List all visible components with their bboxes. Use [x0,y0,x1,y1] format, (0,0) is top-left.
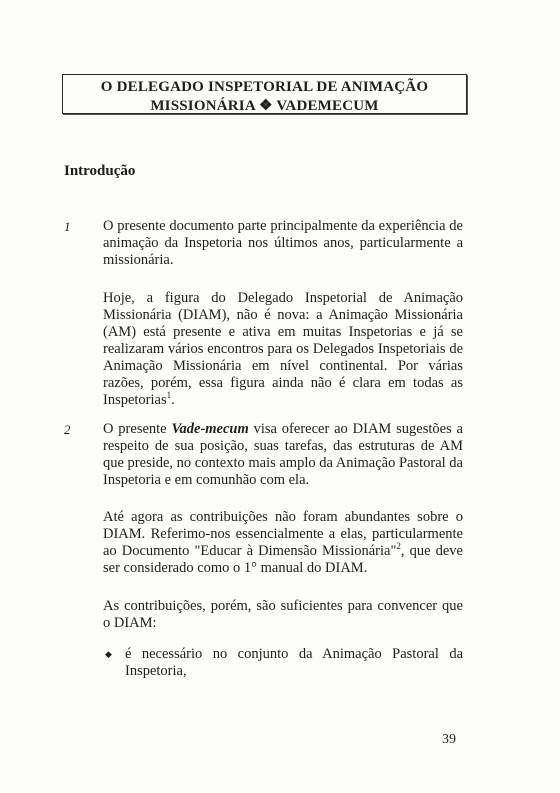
paragraph-number-1: 1 [64,219,71,234]
paragraph-number-2: 2 [64,422,71,437]
paragraph-2a-lead: O presente [103,421,172,437]
paragraph-2c: As contribuições, porém, são suficientes para convencer que o DIAM: [103,598,463,631]
paragraph-1b-text: Hoje, a figura do Delegado Inspetorial de Animação Missionária (DIAM), não é nova: a Animação Missionária (AM) está presente e ativa em muitas Inspetorias e já se realizaram vários encontros para os Delegados Inspetoriais de Animação Missionária em nível continental. Por várias razões, porém, essa figura ainda não é clara em todas as Inspetorias [103,290,463,408]
paragraph-2a [103,421,463,489]
diamond-bullet-icon: ◆ [105,649,112,659]
title-line-1: O DELEGADO INSPETORIAL DE ANIMAÇÃO [100,79,429,95]
paragraph-2b-lead: Até agora as contribuições não foram abundantes sobre o DIAM. Referimo-nos essencialmente a elas, particularmente ao Documento "Educar à Dimensão Missionária" [103,509,463,559]
footnote-ref-1: 1 [166,390,172,401]
paragraph-1b: Hoje, a figura do Delegado Inspetorial de Animação Missionária (DIAM), não é nova: a Animação Missionária (AM) está presente e ativa em muitas Inspetorias e já se realizaram vários encontros para os Delegados Inspetoriais de Animação Missionária em nível continental. Por várias razões, porém, essa figura ainda não é clara em todas as Inspetorias$^1$. [103,290,463,408]
vade-mecum-emphasis: Vade-mecum [171,421,249,437]
page-number: 39 [442,732,456,747]
title-line-2: MISSIONÁRIA ❖ VADEMECUM [150,98,379,114]
paragraph-1a: O presente documento parte principalmente da experiência de animação da Inspetoria nos últimos anos, particularmente a missionária. [103,218,463,268]
section-heading: Introdução [64,163,136,179]
bullet-item [103,646,463,680]
title-box [62,74,467,114]
paragraph-2b [103,509,463,577]
bullet-text: é necessário no conjunto da Animação Pastoral da Inspetoria, [125,646,463,679]
footnote-ref-2: 2 [396,541,401,552]
paragraph-2b-rest: , que deve ser considerado como o 1° manual do DIAM. [103,543,463,576]
paragraph-2a-rest: visa oferecer ao DIAM sugestões a respeito de sua posição, suas tarefas, das estruturas de AM que preside, no contexto mais amplo da Animação Pastoral da Inspetoria e em comunhão com ela. [103,421,463,488]
